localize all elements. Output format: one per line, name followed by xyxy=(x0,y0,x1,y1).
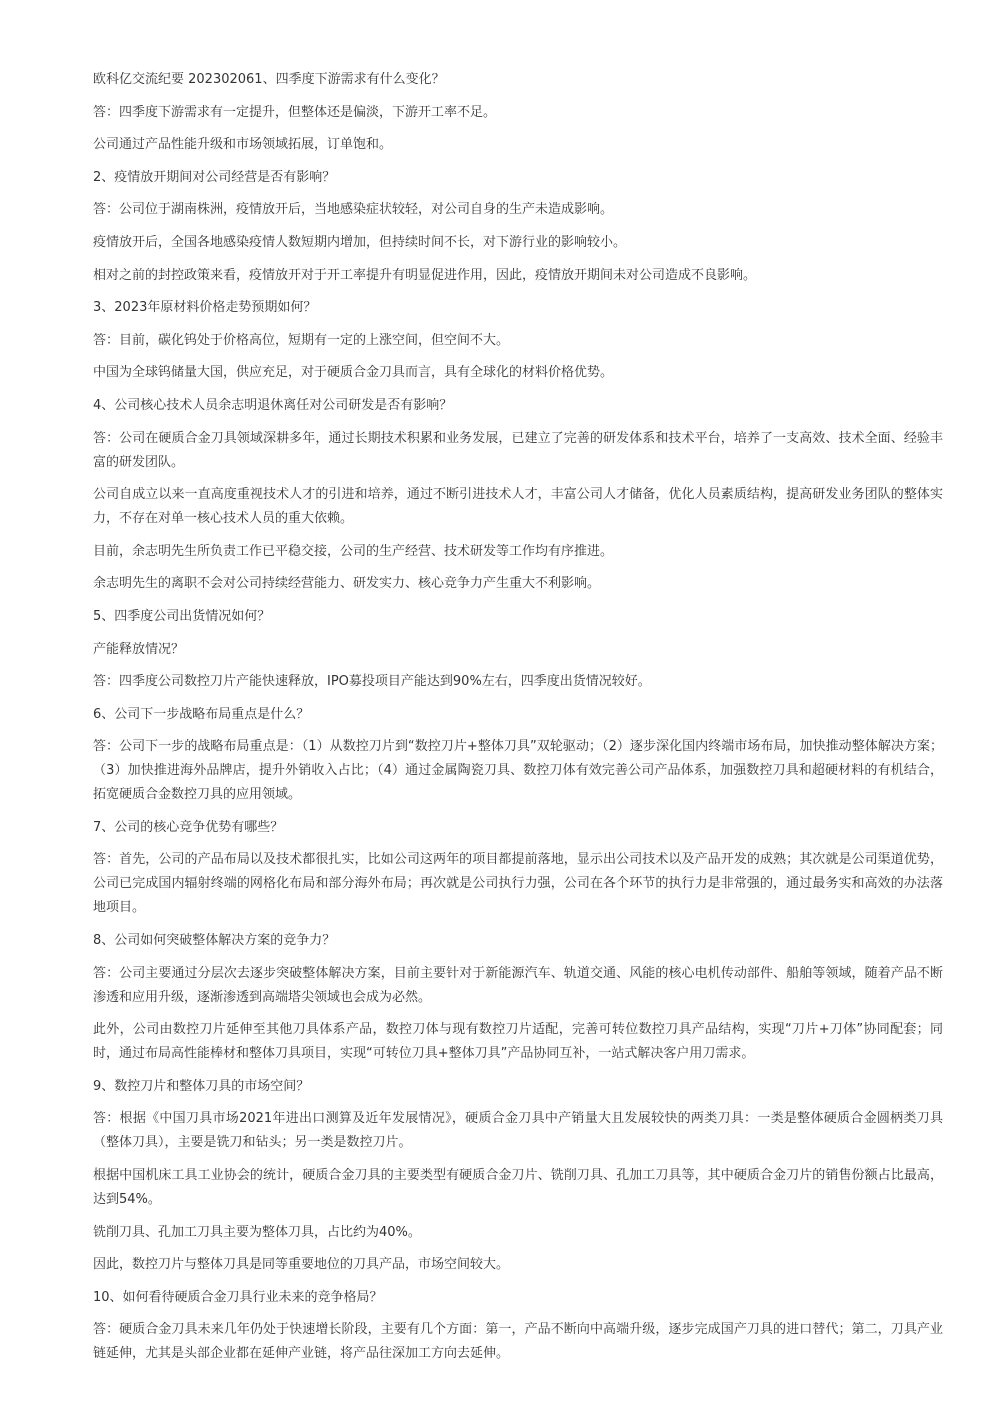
document-body xyxy=(93,68,943,1375)
paragraph-a9-2: 根据中国机床工具工业协会的统计，硬质合金刀具的主要类型有硬质合金刀片、铣削刀具、孔加工刀具等，其中硬质合金刀片的销售份额占比最高，达到54%。 xyxy=(93,1168,943,1208)
paragraph-a9-1: 答：根据《中国刀具市场2021年进出口测算及近年发展情况》，硬质合金刀具中产销量大且发展较快的两类刀具：一类是整体硬质合金圆柄类刀具（整体刀具），主要是铣刀和钻头；另一类是数控刀片。 xyxy=(93,1111,943,1151)
paragraph-a9-3: 铣削刀具、孔加工刀具主要为整体刀具，占比约为40%。 xyxy=(93,1224,421,1240)
paragraph-a6: 答：公司下一步的战略布局重点是：（1）从数控刀片到“数控刀片+整体刀具”双轮驱动；（2）逐步深化国内终端市场布局，加快推动整体解决方案；（3）加快推进海外品牌店，提升外销收入占比；（4）通过金属陶瓷刀具、数控刀体有效完善公司产品体系，加强数控刀具和超硬材料的有机结合，拓宽硬质合金数控刀具的应用领域。 xyxy=(93,739,943,803)
paragraph-a5: 答：四季度公司数控刀片产能快速释放，IPO募投项目产能达到90%左右，四季度出货情况较好。 xyxy=(93,674,651,690)
paragraph-q5: 5、四季度公司出货情况如何？ xyxy=(93,608,271,624)
paragraph-a4-1: 答：公司在硬质合金刀具领域深耕多年，通过长期技术积累和业务发展，已建立了完善的研发体系和技术平台，培养了一支高效、技术全面、经验丰富的研发团队。 xyxy=(93,430,943,470)
paragraph-a4-4: 余志明先生的离职不会对公司持续经营能力、研发实力、核心竞争力产生重大不利影响。 xyxy=(93,576,601,592)
paragraph-title-q1: 欧科亿交流纪要 202302061、四季度下游需求有什么变化？ xyxy=(93,72,445,87)
paragraph-a4-2: 公司自成立以来一直高度重视技术人才的引进和培养，通过不断引进技术人才，丰富公司人才储备，优化人员素质结构，提高研发业务团队的整体实力，不存在对单一核心技术人员的重大依赖。 xyxy=(93,487,943,527)
paragraph-q5-sub: 产能释放情况？ xyxy=(93,641,185,657)
paragraph-q8: 8、公司如何突破整体解决方案的竞争力？ xyxy=(93,933,336,949)
paragraph-a3-2: 中国为全球钨储量大国，供应充足，对于硬质合金刀具而言，具有全球化的材料价格优势。 xyxy=(93,365,614,381)
paragraph-a2-1: 答：公司位于湖南株洲，疫情放开后，当地感染症状较轻，对公司自身的生产未造成影响。 xyxy=(93,202,614,218)
paragraph-q7: 7、公司的核心竞争优势有哪些？ xyxy=(93,819,284,835)
paragraph-q9: 9、数控刀片和整体刀具的市场空间？ xyxy=(93,1078,310,1094)
paragraph-a2-2: 疫情放开后，全国各地感染疫情人数短期内增加，但持续时间不长，对下游行业的影响较小。 xyxy=(93,234,627,250)
paragraph-a2-3: 相对之前的封控政策来看，疫情放开对于开工率提升有明显促进作用，因此，疫情放开期间未对公司造成不良影响。 xyxy=(93,267,757,283)
paragraph-a8-1: 答：公司主要通过分层次去逐步突破整体解决方案，目前主要针对于新能源汽车、轨道交通、风能的核心电机传动部件、船舶等领域，随着产品不断渗透和应用升级，逐渐渗透到高端塔尖领域也会成为必然。 xyxy=(93,965,943,1005)
paragraph-a10: 答：硬质合金刀具未来几年仍处于快速增长阶段，主要有几个方面：第一，产品不断向中高端升级，逐步完成国产刀具的进口替代；第二，刀具产业链延伸，尤其是头部企业都在延伸产业链，将产品往深加工方向去延伸。 xyxy=(93,1322,943,1362)
paragraph-a1-1: 答：四季度下游需求有一定提升，但整体还是偏淡，下游开工率不足。 xyxy=(93,104,497,120)
paragraph-a1-2: 公司通过产品性能升级和市场领域拓展，订单饱和。 xyxy=(93,137,393,153)
paragraph-a9-4: 因此，数控刀片与整体刀具是同等重要地位的刀具产品，市场空间较大。 xyxy=(93,1257,510,1273)
paragraph-a8-2: 此外，公司由数控刀片延伸至其他刀具体系产品，数控刀体与现有数控刀片适配，完善可转位数控刀具产品结构，实现“刀片+刀体”协同配套；同时，通过布局高性能棒材和整体刀具项目，实现“可转位刀具+整体刀具”产品协同互补，一站式解决客户用刀需求。 xyxy=(93,1022,943,1062)
paragraph-q6: 6、公司下一步战略布局重点是什么？ xyxy=(93,706,310,722)
paragraph-a7: 答：首先，公司的产品布局以及技术都很扎实，比如公司这两年的项目都提前落地，显示出公司技术以及产品开发的成熟；其次就是公司渠道优势，公司已完成国内辐射终端的网格化布局和部分海外布局；再次就是公司执行力强，公司在各个环节的执行力是非常强的，通过最务实和高效的办法落地项目。 xyxy=(93,852,943,916)
paragraph-q4: 4、公司核心技术人员余志明退休离任对公司研发是否有影响？ xyxy=(93,397,453,413)
paragraph-q10: 10、如何看待硬质合金刀具行业未来的竞争格局？ xyxy=(93,1289,383,1305)
paragraph-a3-1: 答：目前，碳化钨处于价格高位，短期有一定的上涨空间，但空间不大。 xyxy=(93,332,510,348)
paragraph-q3: 3、2023年原材料价格走势预期如何？ xyxy=(93,300,317,316)
paragraph-q2: 2、疫情放开期间对公司经营是否有影响？ xyxy=(93,169,336,185)
paragraph-a4-3: 目前，余志明先生所负责工作已平稳交接，公司的生产经营、技术研发等工作均有序推进。 xyxy=(93,543,614,559)
